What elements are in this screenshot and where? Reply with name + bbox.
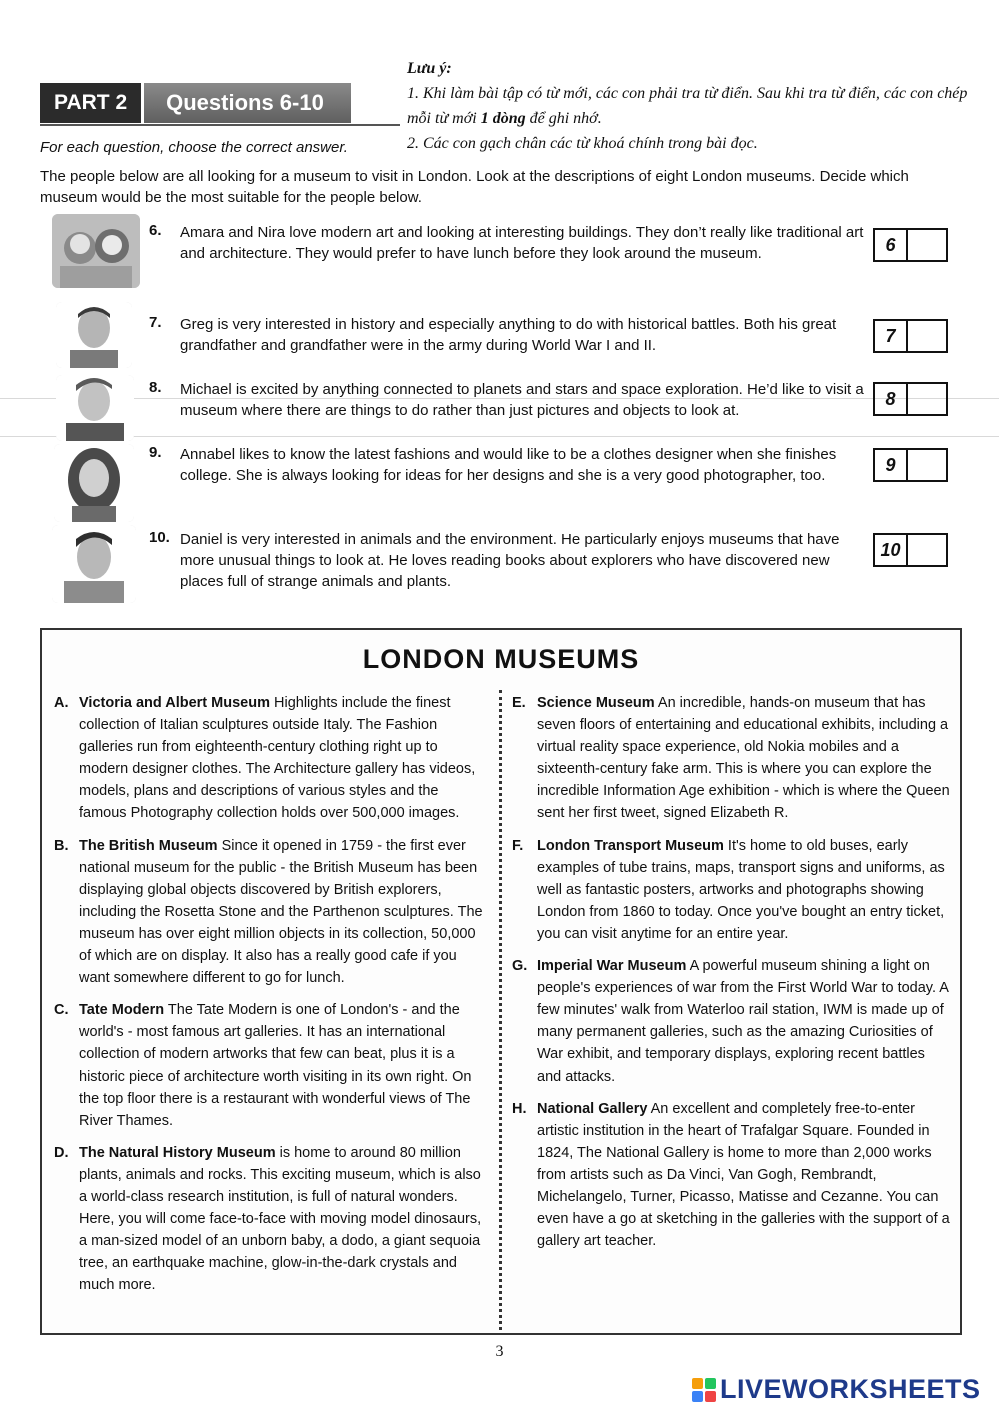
woman-photo-icon xyxy=(54,444,134,522)
question-text: Greg is very interested in history and especially anything to do with historical battles. Both his great grandfather and grandfather were in the army during World War I and II. xyxy=(180,316,837,354)
brand-name: LIVEWORKSHEETS xyxy=(720,1374,981,1404)
question-number: 9. xyxy=(149,444,162,461)
person-photo xyxy=(54,444,134,522)
note-line-2: 2. Các con gạch chân các từ khoá chính trong bài đọc. xyxy=(407,135,758,152)
museums-right-column xyxy=(512,692,952,1262)
answer-box-label: 9 xyxy=(875,450,908,480)
museum-a xyxy=(54,692,490,825)
question-10 xyxy=(40,529,960,599)
answer-box-label: 7 xyxy=(875,321,908,351)
museum-letter: A. xyxy=(54,695,69,711)
museum-name: National Gallery xyxy=(537,1100,648,1117)
answer-box-label: 10 xyxy=(875,535,908,565)
page-number: 3 xyxy=(495,1343,504,1360)
question-6 xyxy=(40,222,960,292)
questions-label: Questions 6-10 xyxy=(141,83,351,123)
museum-name: Tate Modern xyxy=(79,1002,165,1019)
part-label: PART 2 xyxy=(40,83,141,123)
answer-input-8[interactable] xyxy=(908,384,946,414)
answer-box-8 xyxy=(873,382,948,416)
answer-input-10[interactable] xyxy=(908,535,946,565)
museum-description: It's home to old buses, early examples of tube trains, maps, transport signs and uniforms, as well as fantastic posters, artworks and photographs showing London from 1860 to today. Once you've bought an entry ticket, you can visit anytime for an entire year. xyxy=(537,837,945,942)
museums-title: LONDON MUSEUMS xyxy=(362,644,640,674)
liveworksheets-icon xyxy=(692,1378,716,1402)
answer-box-7 xyxy=(873,319,948,353)
answer-box-9 xyxy=(873,448,948,482)
answer-box-label: 6 xyxy=(875,230,908,260)
teacher-note xyxy=(407,56,977,156)
museum-name: Imperial War Museum xyxy=(537,958,687,975)
museum-name: London Transport Museum xyxy=(537,837,724,854)
person-photo xyxy=(56,375,134,441)
museum-letter: H. xyxy=(512,1100,527,1117)
museum-description: Highlights include the finest collection of Italian sculptures outside Italy. The Fashion galleries run from eighteenth-century clothing right up to modern designer clothes. The Architecture gallery has videos, models, plans and descriptions of various styles and the famous Photography collection holds over 500,000 images. xyxy=(79,695,476,822)
museum-letter: C. xyxy=(54,1002,69,1019)
museum-e xyxy=(512,692,952,825)
answer-input-9[interactable] xyxy=(908,450,946,480)
person-photo xyxy=(52,525,136,603)
museum-b xyxy=(54,835,490,990)
column-divider xyxy=(499,690,502,1330)
question-number: 6. xyxy=(149,222,162,239)
part-header xyxy=(40,83,351,123)
museum-name: Science Museum xyxy=(537,695,655,711)
question-number: 8. xyxy=(149,379,162,396)
question-text: Daniel is very interested in animals and the environment. He particularly enjoys museums that have more unusual things to look at. He loves reading books about explorers who have discovered new places full of strange animals and plants. xyxy=(180,531,840,590)
answer-box-label: 8 xyxy=(875,384,908,414)
museum-letter: E. xyxy=(512,695,526,711)
man-photo-icon xyxy=(52,525,136,603)
question-text: Michael is excited by anything connected to planets and stars and space exploration. He’d like to visit a museum where there are things to do rather than just pictures and objects to look at. xyxy=(180,381,864,419)
liveworksheets-logo xyxy=(692,1374,981,1405)
museum-g xyxy=(512,955,952,1088)
note-line-1: 1. Khi làm bài tập có từ mới, các con phải tra từ điển. Sau khi tra từ điển, các con chép mỗi từ mới 1 dòng để ghi nhớ. xyxy=(407,85,968,127)
man-photo-icon xyxy=(56,375,134,441)
museum-f xyxy=(512,835,952,945)
museum-description: A powerful museum shining a light on people's experiences of war from the First World War to today. A few minutes' walk from Waterloo rail station, IWM is made up of many permanent galleries, such as the amazing Curiosities of War exhibit, and temporary displays, exploring recent battles and attacks. xyxy=(537,958,949,1085)
museum-name: Victoria and Albert Museum xyxy=(79,695,270,711)
answer-input-7[interactable] xyxy=(908,321,946,351)
museum-description: An excellent and completely free-to-enter artistic institution in the heart of Trafalgar Square. Founded in 1824, The National Gallery is home to more than 2,000 works from artists such as Da Vinci, Van Gogh, Rembrandt, Michelangelo, Turner, Picasso, Matisse and Cezanne. You can even have a go at sketching in the galleries with the support of a gallery art teacher. xyxy=(537,1100,950,1250)
answer-input-6[interactable] xyxy=(908,230,946,260)
two-women-photo-icon xyxy=(52,214,140,288)
museum-description: Since it opened in 1759 - the first ever national museum for the public - the British Museum has been displaying global objects discovered by British explorers, including the Rosetta Stone and the Parthenon sculptures. The museum has over eight million objects in its collection, 50,000 of which are on display. It also has a really good cafe if you want somewhere different to go for lunch. xyxy=(79,837,483,987)
scan-line xyxy=(0,436,999,437)
answer-box-10 xyxy=(873,533,948,567)
note-title: Lưu ý: xyxy=(407,60,452,77)
question-7 xyxy=(40,314,960,366)
instruction: For each question, choose the correct answer. xyxy=(40,139,348,156)
museum-d xyxy=(54,1142,490,1297)
museum-letter: D. xyxy=(54,1144,69,1161)
question-number: 7. xyxy=(149,314,162,331)
intro-text: The people below are all looking for a museum to visit in London. Look at the descriptions of eight London museums. Decide which museum would be the most suitable for the people below. xyxy=(40,168,909,206)
answer-box-6 xyxy=(873,228,948,262)
museum-description: is home to around 80 million plants, animals and rocks. This exciting museum, which is also a world-class research institution, is full of natural wonders. Here, you will come face-to-face with moving model dinosaurs, a man-sized model of an unborn baby, a dodo, a giant sequoia tree, an earthquake machine, glow-in-the-dark crystals and much more. xyxy=(79,1144,482,1294)
museum-description: The Tate Modern is one of London's - and the world's - most famous art galleries. It has an international collection of modern artworks that few can beat, plus it is a historic piece of architecture worth visiting in its own right. On the top floor there is a restaurant with wonderful views of The River Thames. xyxy=(79,1002,472,1129)
man-photo-icon xyxy=(56,302,132,368)
london-museums-box xyxy=(40,628,962,1335)
question-8 xyxy=(40,379,960,431)
museum-letter: B. xyxy=(54,837,69,854)
museum-c xyxy=(54,999,490,1132)
person-photo xyxy=(52,214,140,288)
question-9 xyxy=(40,444,960,514)
question-text: Annabel likes to know the latest fashions and would like to be a clothes designer when she finishes college. She is always looking for ideas for her designs and she is a very good photographer, too. xyxy=(180,446,837,484)
museum-h xyxy=(512,1098,952,1253)
question-number: 10. xyxy=(149,529,170,546)
museums-left-column xyxy=(54,692,490,1306)
person-photo xyxy=(56,302,132,368)
museum-name: The Natural History Museum xyxy=(79,1144,276,1161)
header-rule xyxy=(40,124,400,126)
museum-letter: F. xyxy=(512,837,524,854)
museum-letter: G. xyxy=(512,958,528,975)
question-text: Amara and Nira love modern art and looking at interesting buildings. They don’t really like traditional art and architecture. They would prefer to have lunch before they look around the museum. xyxy=(180,224,864,262)
museum-name: The British Museum xyxy=(79,837,218,854)
museum-description: An incredible, hands-on museum that has seven floors of entertaining and educational exhibits, including a virtual reality space experience, old Nokia mobiles and a sixteenth-century fake arm. This is where you can explore the incredible Information Age exhibition - which is where the Queen sent her first tweet, signed Elizabeth R. xyxy=(537,695,950,822)
